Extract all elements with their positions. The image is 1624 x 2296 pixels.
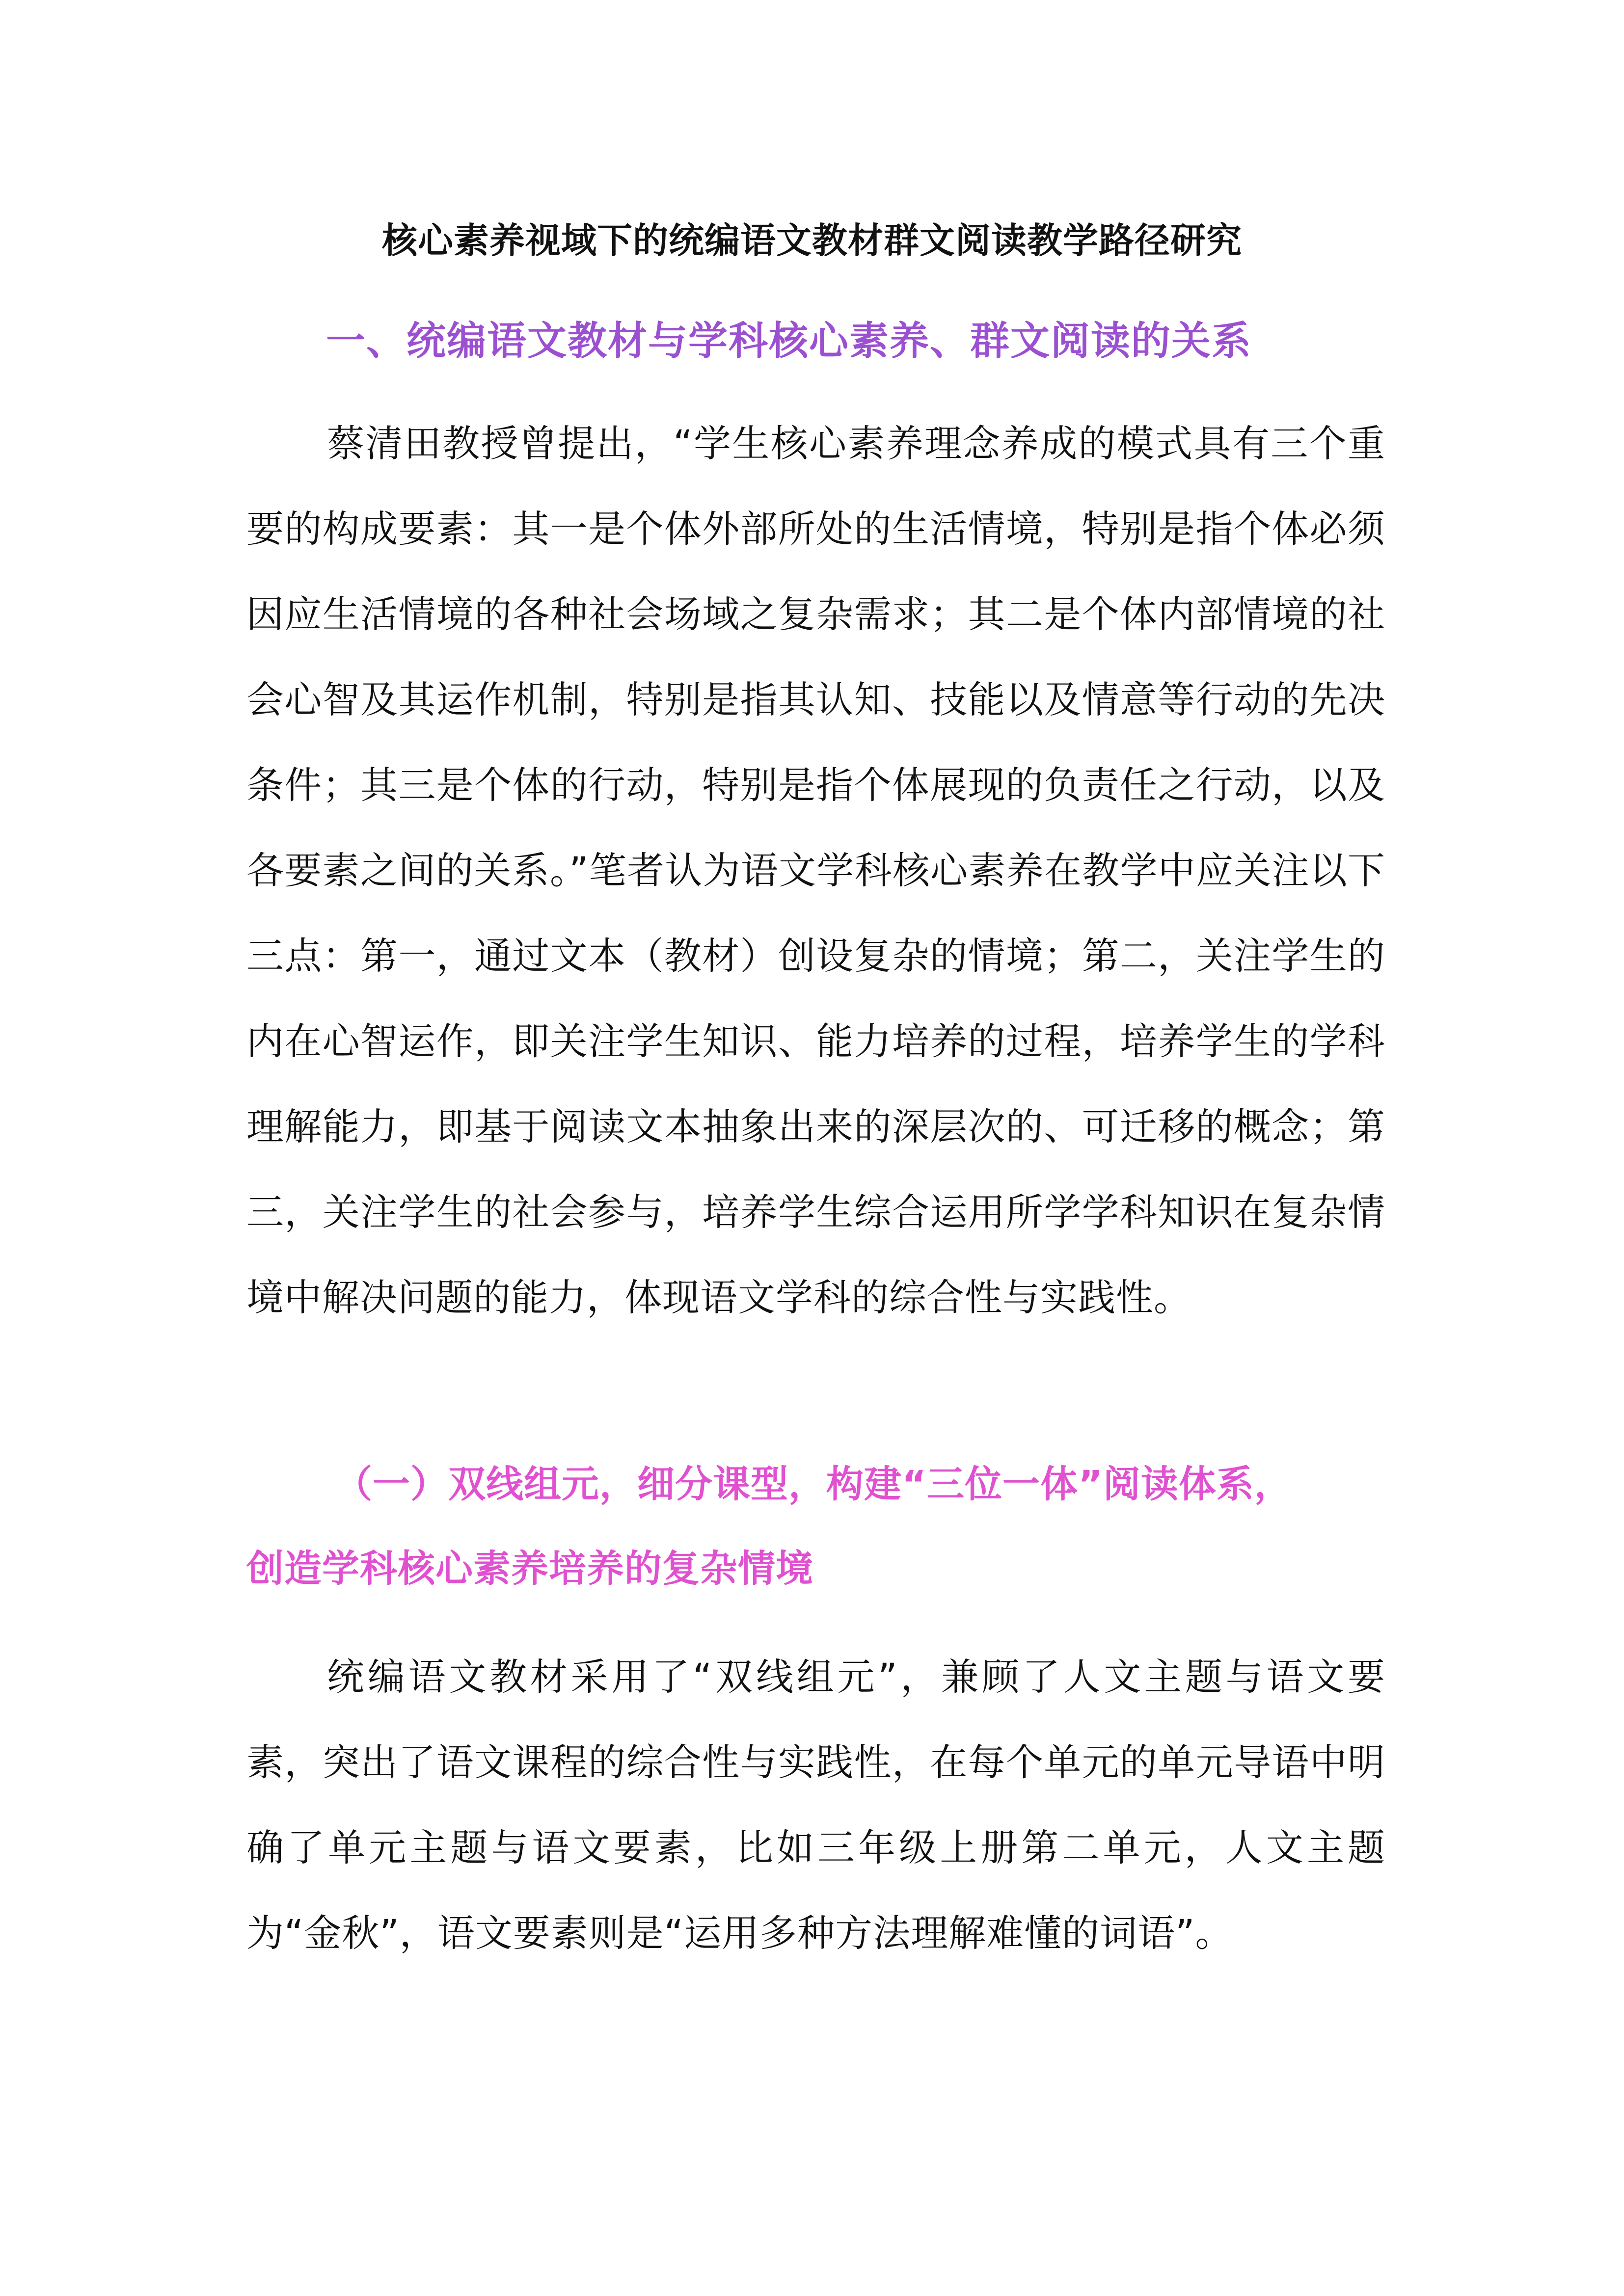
subheading [246,1442,1385,1611]
paragraph-2: 统编语文教材采用了“双线组元”，兼顾了人文主题与语文要素，突出了语文课程的综合性与实践性，在每个单元的单元导语中明确了单元主题与语文要素，比如三年级上册第二单元，人文主题为“金秋”，语文要素则是“运用多种方法理解难懂的词语”。 [246,1655,1385,1955]
subheading-line-2: 创造学科核心素养培养的复杂情境 [246,1547,813,1590]
paragraph-1: 蔡清田教授曾提出，“学生核心素养理念养成的模式具有三个重要的构成要素：其一是个体外部所处的生活情境，特别是指个体必须因应生活情境的各种社会场域之复杂需求；其二是个体内部情境的社会心智及其运作机制，特别是指其认知、技能以及情意等行动的先决条件；其三是个体的行动，特别是指个体展现的负责任之行动，以及各要素之间的关系。”笔者认为语文学科核心素养在教学中应关注以下三点：第一，通过文本（教材）创设复杂的情境；第二，关注学生的内在心智运作，即关注学生知识、能力培养的过程，培养学生的学科理解能力，即基于阅读文本抽象出来的深层次的、可迁移的概念；第三，关注学生的社会参与，培养学生综合运用所学学科知识在复杂情境中解决问题的能力，体现语文学科的综合性与实践性。 [246,422,1385,1319]
document-title: 核心素养视域下的统编语文教材群文阅读教学路径研究 [381,220,1242,261]
subheading-line-1: （一）双线组元，细分课型，构建“三位一体”阅读体系， [335,1462,1292,1506]
section-heading: 一、统编语文教材与学科核心素养、群文阅读的关系 [326,318,1252,364]
